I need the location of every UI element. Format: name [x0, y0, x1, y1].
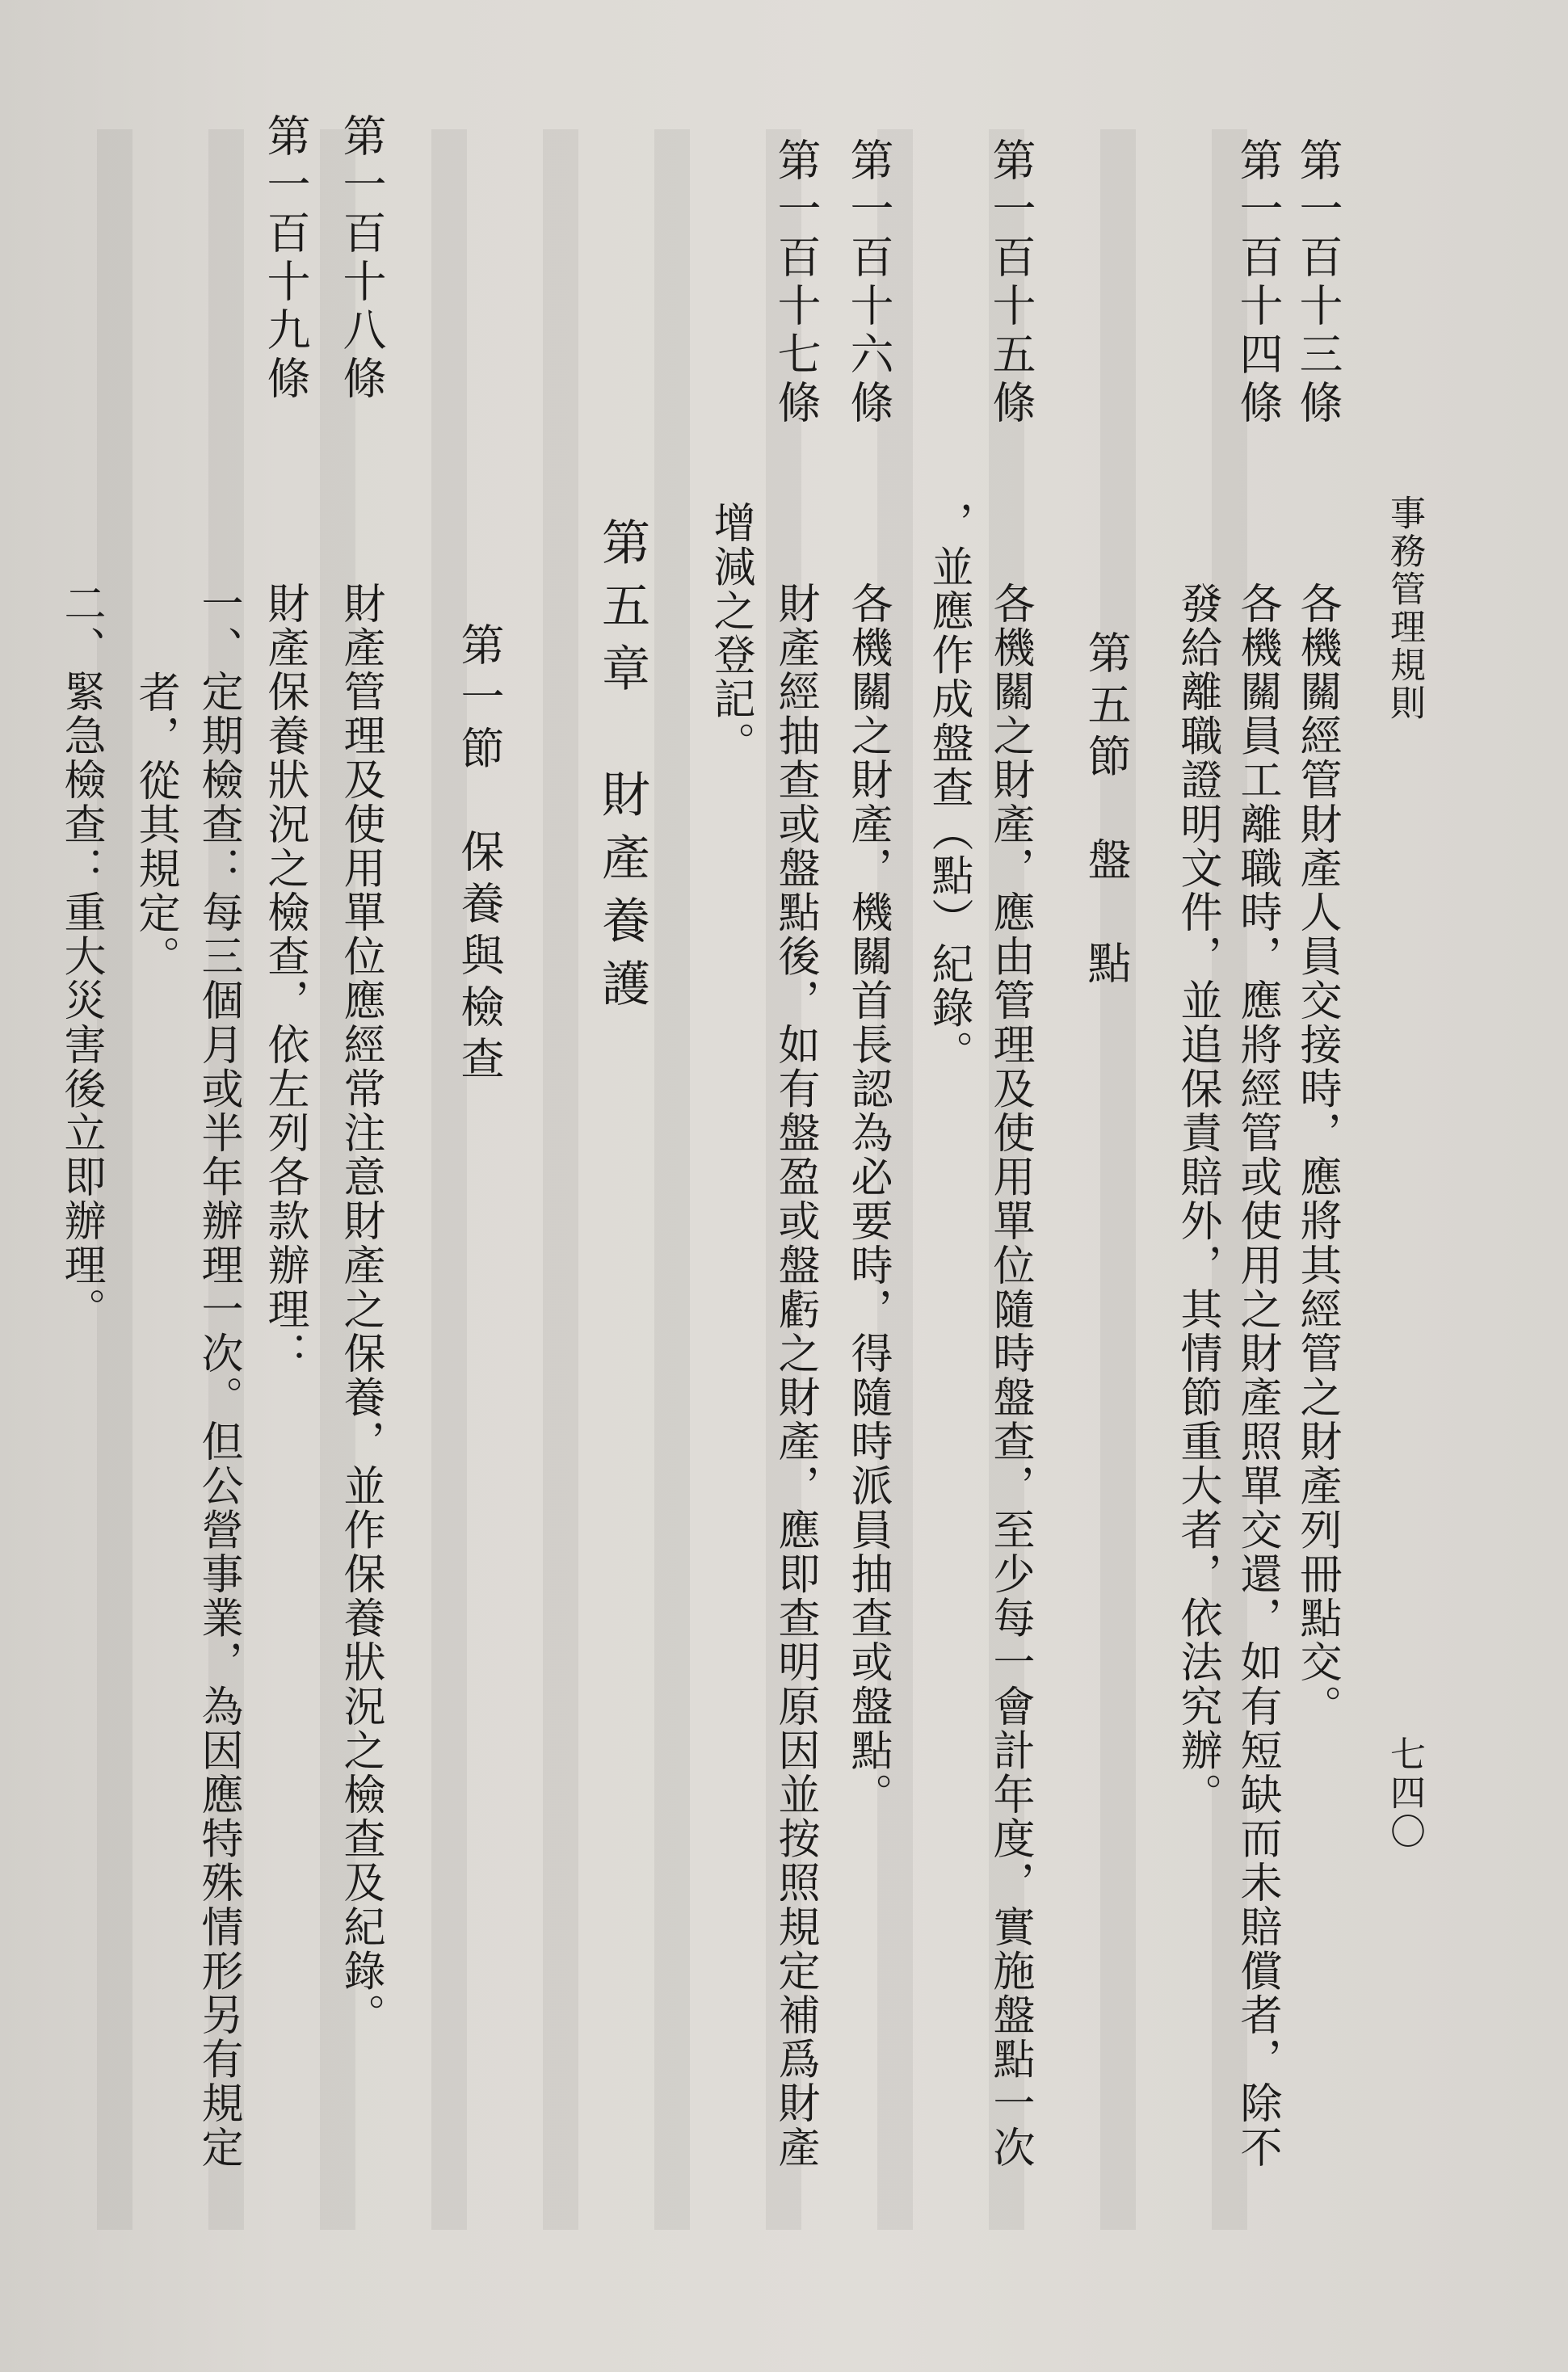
article-117-line-1: 財產經抽查或盤點後，如有盤盈或盤虧之財產，應即查明原因並按照規定補爲財產: [771, 582, 819, 2170]
article-113-text: 各機關經管財產人員交接時，應將其經管之財產列冊點交。: [1293, 582, 1341, 1729]
article-116-label: 第一百十六條: [843, 137, 894, 428]
page-number: 七四〇: [1384, 1735, 1425, 1852]
article-114-line-1: 各機關員工離職時，應將經管或使用之財產照單交還，如有短缺而未賠償者，除不: [1233, 582, 1281, 2170]
article-119-line-3: 者，從其規定。: [131, 671, 179, 980]
running-title: 事務管理規則: [1384, 494, 1425, 722]
article-119-label: 第一百十九條: [260, 113, 311, 404]
article-117-line-2: 增減之登記。: [706, 501, 755, 766]
article-114-line-2: 發給離職證明文件，並追保責賠外，其情節重大者，依法究辦。: [1173, 582, 1221, 1817]
article-119-line-2: 一、定期檢查：每三個月或半年辦理一次。但公營事業，為因應特殊情形另有規定: [194, 582, 242, 2170]
article-115-label: 第一百十五條: [986, 137, 1036, 428]
article-114-label: 第一百十四條: [1233, 137, 1284, 428]
article-117-label: 第一百十七條: [771, 137, 822, 428]
article-118-label: 第一百十八條: [336, 113, 387, 404]
section-heading-panding: 第五節 盤 點: [1081, 630, 1132, 992]
article-115-line-1: 各機關之財產，應由管理及使用單位隨時盤查，至少每一會計年度，實施盤點一次: [986, 582, 1034, 2170]
article-118-text: 財產管理及使用單位應經常注意財產之保養，並作保養狀況之檢查及紀錄。: [336, 582, 385, 2038]
article-115-line-2: ，並應作成盤查（點）紀錄。: [924, 501, 973, 1075]
article-116-text: 各機關之財產，機關首長認為必要時，得隨時派員抽查或盤點。: [843, 582, 892, 1817]
article-113-label: 第一百十三條: [1293, 137, 1343, 428]
article-119-line-4: 二、緊急檢查：重大災害後立即辦理。: [57, 582, 105, 1332]
section-heading-maintenance: 第一節 保養與檢查: [454, 622, 505, 1087]
article-119-line-1: 財產保養狀況之檢查，依左列各款辦理：: [260, 582, 309, 1376]
chapter-title: 第五章 財產養護: [594, 517, 650, 1021]
